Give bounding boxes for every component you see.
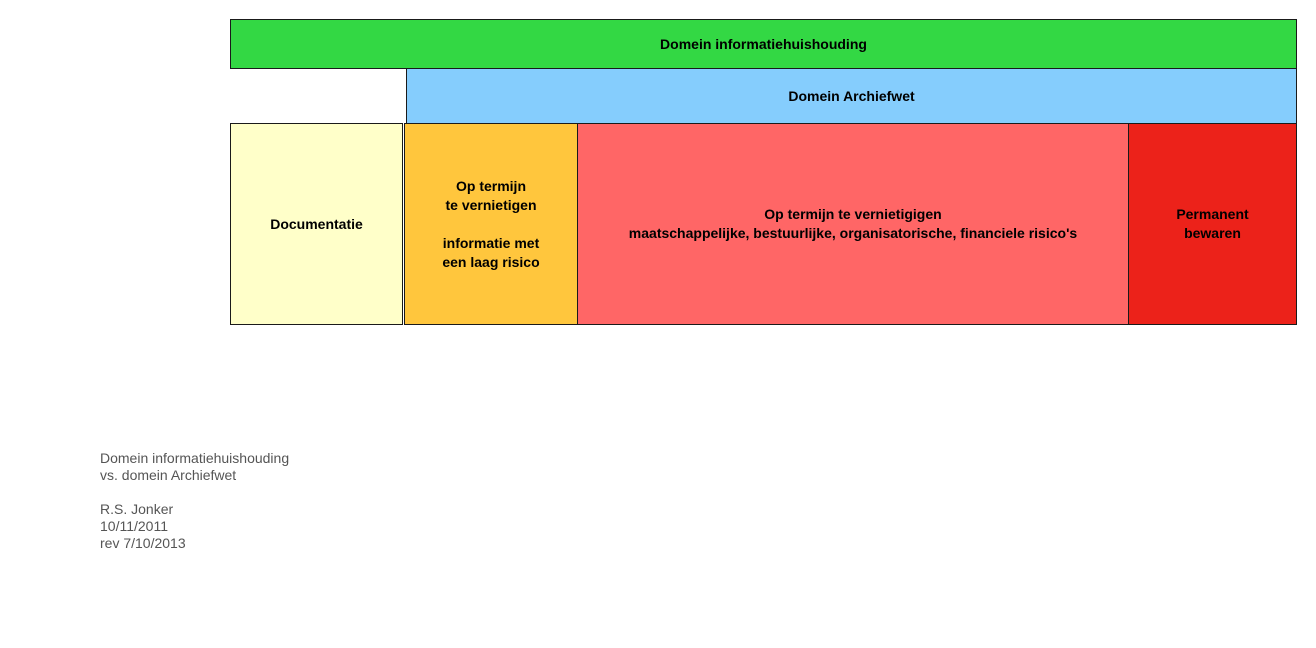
cell-laag-risico-text [442,177,539,272]
cell-risico-text [629,205,1077,243]
cell-risico-line: maatschappelijke, bestuurlijke, organisatorische, financiele risico's [628,225,1078,241]
cell-laag-risico [404,123,578,325]
cell-documentatie-text [270,215,363,234]
cell-documentatie [230,123,403,325]
caption-revision: rev 7/10/2013 [100,535,186,551]
cell-documentatie-line: Documentatie [270,215,363,232]
cell-laag-risico-line: informatie met [442,234,540,251]
cell-laag-risico-line: te vernietigen [445,196,537,213]
cell-permanent-bewaren-text [1176,205,1248,243]
caption-title-line: Domein informatiehuishouding [100,450,290,466]
caption [100,450,289,552]
caption-spacer [100,484,289,501]
band-domein-informatiehuishouding-label: Domein informatiehuishouding [660,35,867,52]
caption-date: 10/11/2011 [100,518,168,534]
cell-risico-line: Op termijn te vernietigigen [764,206,942,222]
band-domein-archiefwet [406,68,1297,124]
band-domein-informatiehuishouding [230,19,1297,69]
cell-risico [577,123,1129,325]
cell-permanent-bewaren-line: bewaren [1184,225,1241,241]
cell-permanent-bewaren-line: Permanent [1176,206,1249,222]
caption-author: R.S. Jonker [100,501,174,517]
cell-permanent-bewaren [1128,123,1297,325]
band-domein-archiefwet-label: Domein Archiefwet [788,87,915,104]
caption-subtitle-line: vs. domein Archiefwet [100,467,237,483]
cell-laag-risico-line: Op termijn [455,177,526,194]
cell-laag-risico-line: een laag risico [442,253,540,270]
